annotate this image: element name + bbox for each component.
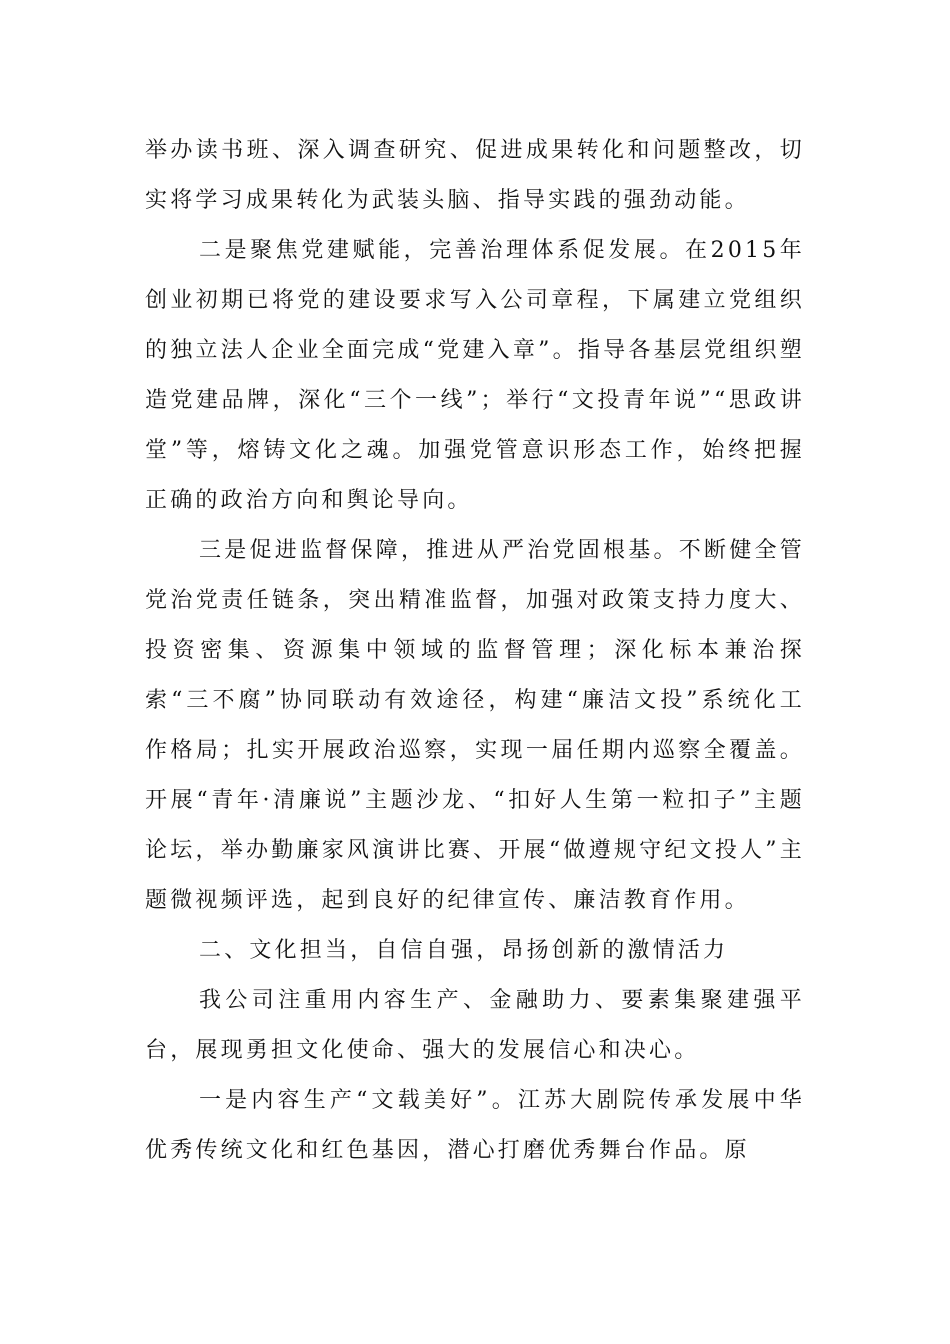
paragraph-supervision: 三是促进监督保障，推进从严治党固根基。不断健全管党治党责任链条，突出精准监督，加强对政策支持力度大、投资密集、资源集中领域的监督管理；深化标本兼治探索“三不腐”协同联动有效途径，构建“廉洁文投”系统化工作格局；扎实开展政治巡察，实现一届任期内巡察全覆盖。开展“青年·清廉说”主题沙龙、“扣好人生第一粒扣子”主题论坛，举办勤廉家风演讲比赛、开展“做遵规守纪文投人”主题微视频评选，起到良好的纪律宣传、廉洁教育作用。 xyxy=(145,538,805,913)
section-heading: 二、文化担当，自信自强，昂扬创新的激情活力 xyxy=(199,938,729,963)
document-body xyxy=(145,126,805,1176)
paragraph-party-building: 二是聚焦党建赋能，完善治理体系促发展。在2015年创业初期已将党的建设要求写入公司章程，下属建立党组织的独立法人企业全面完成“党建入章”。指导各基层党组织塑造党建品牌，深化“三个一线”；举行“文投青年说”“思政讲堂”等，熔铸文化之魂。加强党管意识形态工作，始终把握正确的政治方向和舆论导向。 xyxy=(145,238,805,513)
paragraph-content-production: 一是内容生产“文载美好”。江苏大剧院传承发展中华优秀传统文化和红色基因，潜心打磨优秀舞台作品。原 xyxy=(145,1088,805,1163)
paragraph-platform: 我公司注重用内容生产、金融助力、要素集聚建强平台，展现勇担文化使命、强大的发展信心和决心。 xyxy=(145,988,805,1063)
paragraph-continuation: 举办读书班、深入调查研究、促进成果转化和问题整改，切实将学习成果转化为武装头脑、指导实践的强劲动能。 xyxy=(145,138,805,213)
